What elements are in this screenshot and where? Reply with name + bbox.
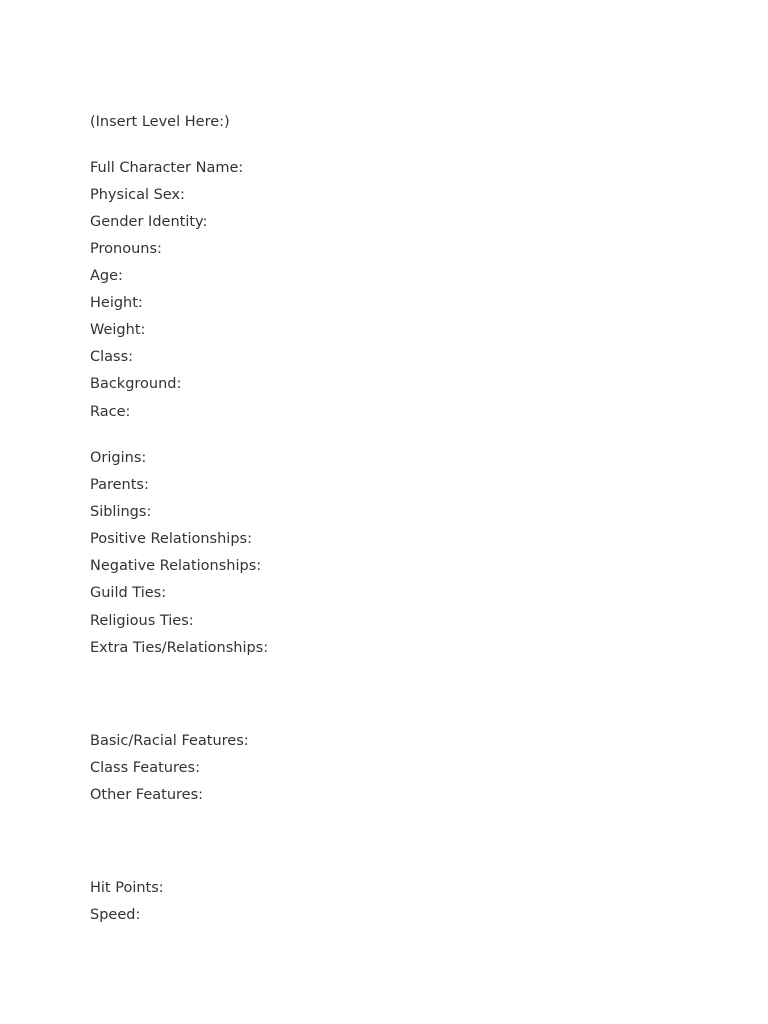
- field-class-features: Class Features:: [90, 760, 200, 776]
- field-class: Class:: [90, 349, 134, 365]
- field-full-character-name: Full Character Name:: [90, 160, 244, 176]
- field-pronouns: Pronouns:: [90, 241, 162, 257]
- field-origins: Origins:: [90, 450, 147, 466]
- field-height: Height:: [90, 295, 143, 311]
- field-background: Background:: [90, 376, 182, 392]
- field-age: Age:: [90, 268, 123, 284]
- field-gender-identity: Gender Identity:: [90, 214, 208, 230]
- field-extra-ties-relationships: Extra Ties/Relationships:: [90, 640, 269, 656]
- field-speed: Speed:: [90, 907, 141, 923]
- field-hit-points: Hit Points:: [90, 880, 164, 896]
- field-physical-sex: Physical Sex:: [90, 187, 185, 203]
- field-weight: Weight:: [90, 322, 146, 338]
- field-siblings: Siblings:: [90, 504, 152, 520]
- field-race: Race:: [90, 404, 131, 420]
- field-basic-racial-features: Basic/Racial Features:: [90, 733, 249, 749]
- field-positive-relationships: Positive Relationships:: [90, 531, 252, 547]
- field-guild-ties: Guild Ties:: [90, 585, 167, 601]
- field-religious-ties: Religious Ties:: [90, 613, 194, 629]
- field-other-features: Other Features:: [90, 787, 204, 803]
- level-header: (Insert Level Here:): [90, 114, 230, 130]
- field-parents: Parents:: [90, 477, 149, 493]
- field-negative-relationships: Negative Relationships:: [90, 558, 262, 574]
